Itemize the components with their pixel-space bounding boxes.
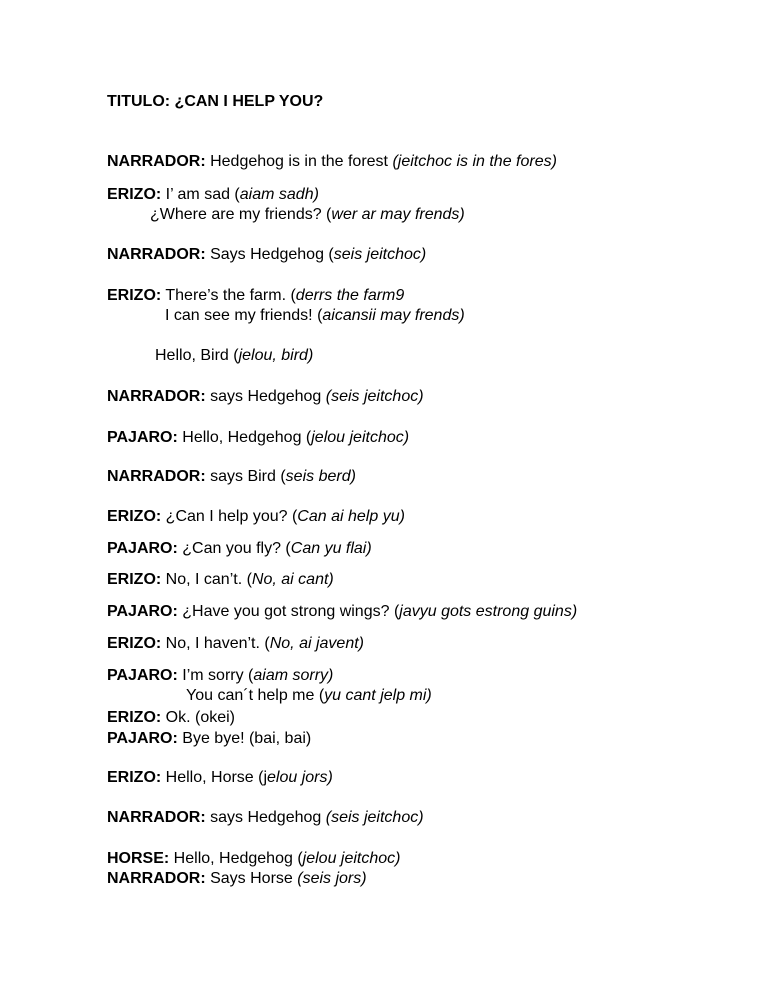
pronunciation: elou jors) (267, 769, 333, 786)
pronunciation: aiam sadh) (239, 186, 319, 203)
speaker-label: NARRADOR: (107, 153, 206, 170)
speaker-label: ERIZO: (107, 186, 162, 203)
dialogue-line (107, 869, 367, 889)
dialogue-text: Hello, Horse (j (161, 769, 268, 786)
speaker-label: PAJARO: (107, 429, 178, 446)
dialogue-line (107, 808, 424, 828)
title-label: TITULO: (107, 93, 171, 110)
pronunciation: javyu gots estrong guins) (399, 603, 578, 620)
speaker-label: ERIZO: (107, 571, 162, 588)
speaker-label: NARRADOR: (107, 809, 206, 826)
speaker-label: PAJARO: (107, 730, 178, 747)
dialogue-text: I’ am sad ( (161, 186, 240, 203)
speaker-label: PAJARO: (107, 603, 178, 620)
dialogue-line (107, 602, 577, 622)
speaker-label: PAJARO: (107, 667, 178, 684)
pronunciation: jelou jeitchoc) (302, 850, 401, 867)
dialogue-line (107, 666, 333, 686)
dialogue-line (165, 306, 465, 326)
pronunciation: seis jeitchoc) (333, 246, 427, 263)
script-title (107, 92, 323, 112)
dialogue-line (107, 634, 364, 654)
speaker-label: NARRADOR: (107, 246, 206, 263)
pronunciation: yu cant jelp mi) (324, 687, 432, 704)
dialogue-text: Hello, Hedgehog ( (169, 850, 303, 867)
pronunciation: (seis jeitchoc) (325, 809, 424, 826)
dialogue-line (107, 708, 235, 728)
dialogue-text: You can´t help me ( (186, 687, 325, 704)
dialogue-line (155, 346, 313, 366)
dialogue-text: says Bird ( (205, 468, 286, 485)
dialogue-text: Ok. (okei) (161, 709, 236, 726)
speaker-label: NARRADOR: (107, 388, 206, 405)
dialogue-line (107, 185, 319, 205)
pronunciation: jelou jeitchoc) (311, 429, 410, 446)
dialogue-line (107, 245, 426, 265)
dialogue-text: ¿Can you fly? ( (177, 540, 291, 557)
dialogue-line (107, 539, 372, 559)
pronunciation: wer ar may frends) (331, 206, 465, 223)
dialogue-line (107, 286, 404, 306)
dialogue-text: Hello, Bird ( (155, 347, 239, 364)
dialogue-text: ¿Where are my friends? ( (150, 206, 332, 223)
pronunciation: jelou, bird) (238, 347, 314, 364)
dialogue-text: Says Horse (205, 870, 298, 887)
speaker-label: HORSE: (107, 850, 170, 867)
pronunciation: Can yu flai) (290, 540, 372, 557)
dialogue-text: Hello, Hedgehog ( (177, 429, 312, 446)
dialogue-line (107, 729, 311, 749)
dialogue-text: Says Hedgehog ( (205, 246, 334, 263)
dialogue-line (107, 387, 424, 407)
dialogue-text: Bye bye! (bai, bai) (177, 730, 312, 747)
dialogue-line (107, 570, 334, 590)
dialogue-line (107, 507, 405, 527)
pronunciation: (seis jors) (297, 870, 367, 887)
pronunciation: derrs the farm9 (295, 287, 405, 304)
pronunciation: No, ai javent) (269, 635, 364, 652)
dialogue-text: No, I haven’t. ( (161, 635, 270, 652)
dialogue-line (107, 428, 409, 448)
dialogue-text: There’s the farm. ( (161, 287, 296, 304)
dialogue-line (107, 152, 557, 172)
pronunciation: (seis jeitchoc) (325, 388, 424, 405)
pronunciation: seis berd) (285, 468, 356, 485)
pronunciation: aicansii may frends) (322, 307, 465, 324)
dialogue-text: I’m sorry ( (177, 667, 254, 684)
pronunciation: No, ai cant) (251, 571, 334, 588)
dialogue-line (107, 849, 400, 869)
dialogue-text: says Hedgehog (205, 809, 326, 826)
speaker-label: NARRADOR: (107, 870, 206, 887)
title-text: ¿CAN I HELP YOU? (174, 93, 324, 110)
dialogue-line (107, 467, 356, 487)
speaker-label: ERIZO: (107, 709, 162, 726)
dialogue-text: says Hedgehog (205, 388, 326, 405)
dialogue-text: No, I can’t. ( (161, 571, 252, 588)
speaker-label: NARRADOR: (107, 468, 206, 485)
speaker-label: PAJARO: (107, 540, 178, 557)
dialogue-line (150, 205, 465, 225)
speaker-label: ERIZO: (107, 287, 162, 304)
dialogue-line (107, 768, 333, 788)
dialogue-text: Hedgehog is in the forest (205, 153, 393, 170)
dialogue-text: I can see my friends! ( (165, 307, 323, 324)
pronunciation: (jeitchoc is in the fores) (392, 153, 557, 170)
pronunciation: Can ai help yu) (297, 508, 405, 525)
speaker-label: ERIZO: (107, 508, 162, 525)
pronunciation: aiam sorry) (253, 667, 334, 684)
dialogue-line (186, 686, 432, 706)
speaker-label: ERIZO: (107, 635, 162, 652)
dialogue-text: ¿Can I help you? ( (161, 508, 298, 525)
dialogue-text: ¿Have you got strong wings? ( (177, 603, 400, 620)
speaker-label: ERIZO: (107, 769, 162, 786)
